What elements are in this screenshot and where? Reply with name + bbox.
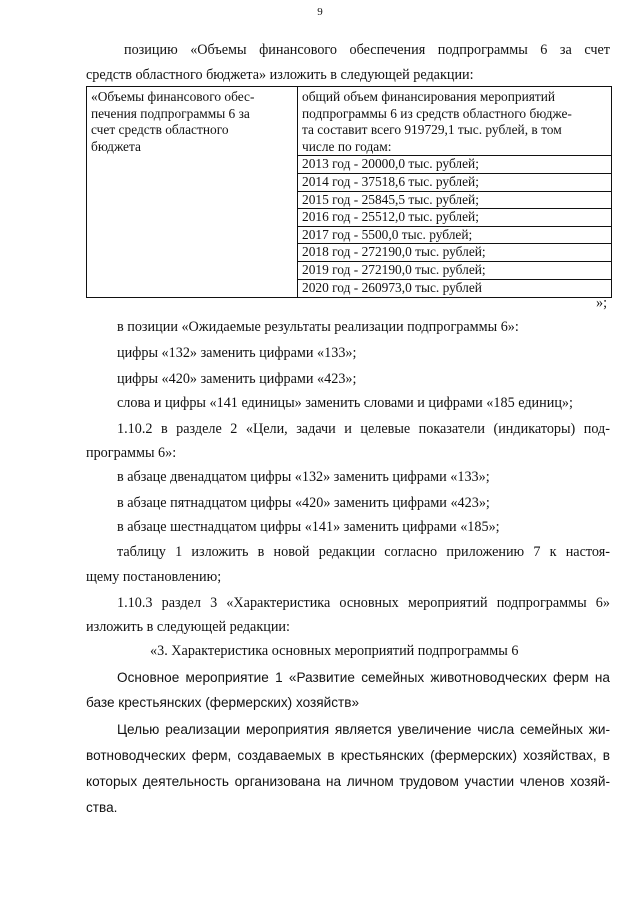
goal-line-4: ства. xyxy=(86,800,118,815)
para-abzac-15: в абзаце пятнадцатом цифры «420» заменить цифрами «423»; xyxy=(117,495,490,511)
year-row: 2019 год - 272190,0 тыс. рублей; xyxy=(298,262,611,280)
goal-line-3: которых деятельность организована на личном трудовом участии членов хозяй- xyxy=(86,774,610,789)
para-section2-line2: программы 6»: xyxy=(86,445,177,461)
para-abzac-12: в абзаце двенадцатом цифры «132» заменить цифрами «133»; xyxy=(117,469,490,485)
para-expected-results: в позиции «Ожидаемые результаты реализации подпрограммы 6»: xyxy=(117,319,519,335)
goal-line-2: вотноводческих ферм, создаваемых в крестьянских (фермерских) хозяйствах, в xyxy=(86,748,610,763)
year-row: 2013 год - 20000,0 тыс. рублей; xyxy=(298,156,611,174)
event-line-1: Основное мероприятие 1 «Развитие семейных животноводческих ферм на xyxy=(117,670,610,685)
table-left-cell xyxy=(87,87,298,298)
intro-line-2: средств областного бюджета» изложить в следующей редакции: xyxy=(86,67,474,83)
left-line-2: печения подпрограммы 6 за xyxy=(91,105,250,121)
goal-line-1: Целью реализации мероприятия является увеличение числа семейных жи- xyxy=(117,722,610,737)
event-line-2: базе крестьянских (фермерских) хозяйств» xyxy=(86,695,360,710)
intro-line-1: позицию «Объемы финансового обеспечения подпрограммы 6 за счет xyxy=(124,42,610,58)
left-line-3: счет средств областного xyxy=(91,122,229,138)
year-row: 2020 год - 260973,0 тыс. рублей xyxy=(302,279,482,295)
page-number: 9 xyxy=(317,6,323,18)
right-line-4: числе по годам: xyxy=(298,139,611,157)
para-section3-line1: 1.10.3 раздел 3 «Характеристика основных мероприятий подпрограммы 6» xyxy=(117,595,610,611)
para-abzac-16: в абзаце шестнадцатом цифры «141» заменить цифрами «185»; xyxy=(117,519,500,535)
right-line-1: общий объем финансирования мероприятий xyxy=(302,89,556,104)
para-section2-line1: 1.10.2 в разделе 2 «Цели, задачи и целевые показатели (индикаторы) под- xyxy=(117,421,610,437)
year-row: 2018 год - 272190,0 тыс. рублей; xyxy=(298,244,611,262)
year-row: 2017 год - 5500,0 тыс. рублей; xyxy=(298,227,611,245)
para-section3-line2: изложить в следующей редакции: xyxy=(86,619,290,635)
para-figures-420: цифры «420» заменить цифрами «423»; xyxy=(117,371,357,387)
year-row: 2016 год - 25512,0 тыс. рублей; xyxy=(298,209,611,227)
year-row: 2014 год - 37518,6 тыс. рублей; xyxy=(298,174,611,192)
section-heading: «3. Характеристика основных мероприятий подпрограммы 6 xyxy=(150,643,519,659)
table-closing-quote: »; xyxy=(596,295,608,311)
para-table1-line2: щему постановлению; xyxy=(86,569,222,585)
para-table1-line1: таблицу 1 изложить в новой редакции согласно приложению 7 к настоя- xyxy=(117,544,610,560)
para-words-141: слова и цифры «141 единицы» заменить словами и цифрами «185 единиц»; xyxy=(117,395,573,411)
year-row: 2015 год - 25845,5 тыс. рублей; xyxy=(298,192,611,210)
table-right-cell xyxy=(298,87,612,298)
para-figures-132: цифры «132» заменить цифрами «133»; xyxy=(117,345,357,361)
left-line-1: «Объемы финансового обес- xyxy=(91,89,255,104)
right-line-3: та составит всего 919729,1 тыс. рублей, в том xyxy=(302,122,562,138)
amendment-table xyxy=(86,86,612,298)
right-line-2: подпрограммы 6 из средств областного бюдже- xyxy=(302,105,572,121)
left-line-4: бюджета xyxy=(91,138,141,154)
